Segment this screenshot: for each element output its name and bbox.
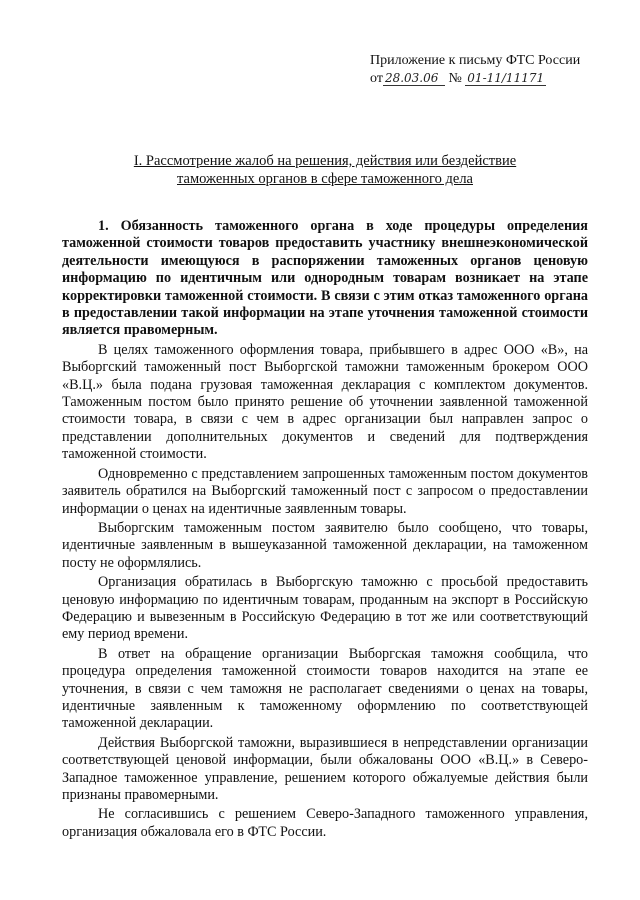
body-paragraph: В ответ на обращение организации Выборгская таможня сообщила, что процедура определения таможенной стоимости товаров находится на этапе ее уточнения, в связи с чем таможня не располагает сведениями о ценах на товары, идентичные заявленным к таможенному оформлению по соответствующей таможенной декларации. [62,645,588,732]
section-title-line-1: I. Рассмотрение жалоб на решения, действия или бездействие [133,153,517,169]
document-body [62,218,588,843]
number-sign: № [448,71,462,86]
body-paragraph: Действия Выборгской таможни, выразившиеся в непредставлении организации соответствующей ценовой информации, были обжалованы ООО «В.Ц.» в Северо-Западное таможенное управление, решением которого обжалуемые действия были признаны правомерными. [62,734,588,803]
body-paragraph: Одновременно с представлением запрошенных таможенным постом документов заявитель обратился на Выборгский таможенный пост с запросом о предоставлении информации о ценах на идентичные заявленным товары. [62,465,588,517]
from-label: от [370,71,383,86]
letter-attachment-header [370,52,600,88]
letter-reference-line [370,70,600,88]
handwritten-letter-number: 01-11/11171 [467,71,545,85]
body-paragraph: Выборгским таможенным постом заявителю было сообщено, что товары, идентичные заявленным в вышеуказанной таможенной декларации, на таможенном посту не оформлялись. [62,519,588,571]
section-heading [60,152,590,188]
attachment-note: Приложение к письму ФТС России [370,53,581,68]
section-title-line-2: таможенных органов в сфере таможенного дела [177,171,473,187]
lead-paragraph: 1. Обязанность таможенного органа в ходе процедуры определения таможенной стоимости товаров предоставить участнику внешнеэкономической деятельности имеющуюся в распоряжении таможенных органов ценовую информацию по идентичным или однородным товарам возникает на этапе корректировки таможенной стоимости. В связи с этим отказ таможенного органа в предоставлении такой информации на этапе уточнения таможенной стоимости является правомерным. [62,218,588,339]
handwritten-date: 28.03.06 [383,71,445,86]
body-paragraph: В целях таможенного оформления товара, прибывшего в адрес ООО «В», на Выборгский таможенный пост Выборгской таможни таможенным брокером ООО «В.Ц.» была подана грузовая таможенная декларация с комплектом документов. Таможенным постом было принято решение об уточнении заявленной таможенной стоимости товара, в связи с чем в адрес организации был направлен запрос о представлении дополнительных документов и сведений для подтверждения таможенной стоимости. [62,341,588,463]
body-paragraph: Не согласившись с решением Северо-Западного таможенного управления, организация обжаловала его в ФТС России. [62,806,588,840]
body-paragraph: Организация обратилась в Выборгскую таможню с просьбой предоставить ценовую информацию по идентичным товарам, проданным на экспорт в Российскую Федерацию и вывезенным в Российскую Федерацию в тот же или соответствующий ему период времени. [62,574,588,643]
